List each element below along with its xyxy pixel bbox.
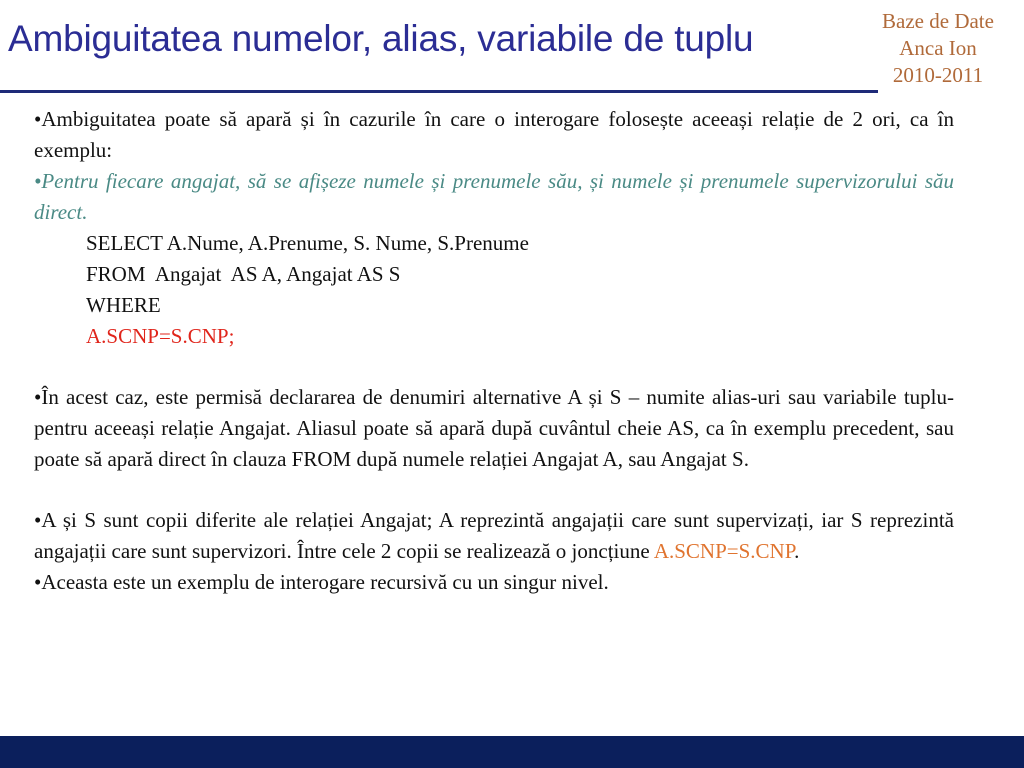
author-name: Anca Ion bbox=[899, 36, 977, 60]
sql-select-line: SELECT A.Nume, A.Prenume, S. Nume, S.Prenume bbox=[86, 231, 529, 255]
course-name: Baze de Date bbox=[882, 9, 994, 33]
sql-condition-line: A.SCNP=S.CNP; bbox=[86, 324, 235, 348]
paragraph-recursive: •Aceasta este un exemplu de interogare recursivă cu un singur nivel. bbox=[34, 570, 609, 594]
spacer bbox=[34, 475, 954, 505]
sql-where-line: WHERE bbox=[86, 293, 161, 317]
spacer bbox=[34, 352, 954, 382]
paragraph-copies-text: •A și S sunt copii diferite ale relației Angajat; A reprezintă angajații care sunt supervizați, iar S reprezintă angajații care sunt supervizori. Între cele 2 copii se realizează o joncțiune bbox=[34, 508, 954, 563]
paragraph-example-request: •Pentru fiecare angajat, să se afișeze numele și prenumele său, și numele și prenumele supervizorului său direct. bbox=[34, 169, 954, 224]
paragraph-copies-end: . bbox=[794, 539, 800, 563]
slide-title: Ambiguitatea numelor, alias, variabile de tuplu bbox=[8, 18, 754, 59]
sql-from-line: FROM Angajat AS A, Angajat AS S bbox=[86, 262, 401, 286]
join-condition: A.SCNP=S.CNP bbox=[653, 539, 795, 563]
paragraph-copies bbox=[34, 505, 954, 567]
paragraph-intro: •Ambiguitatea poate să apară și în cazurile în care o interogare folosește aceeași relație de 2 ori, ca în exemplu: bbox=[34, 107, 954, 162]
academic-year: 2010-2011 bbox=[892, 63, 984, 87]
title-underline bbox=[0, 90, 878, 93]
paragraph-alias-explanation: •În acest caz, este permisă declararea de denumiri alternative A și S – numite alias-uri sau variabile tuplu- pentru aceeași relație Angajat. Aliasul poate să apară după cuvântul cheie AS, ca în exemplu precedent, sau poate să apară direct în clauza FROM după numele relației Angajat A, sau Angajat S. bbox=[34, 385, 954, 471]
slide-body bbox=[34, 104, 954, 598]
footer-bar bbox=[0, 736, 1024, 768]
course-info bbox=[858, 8, 1018, 89]
